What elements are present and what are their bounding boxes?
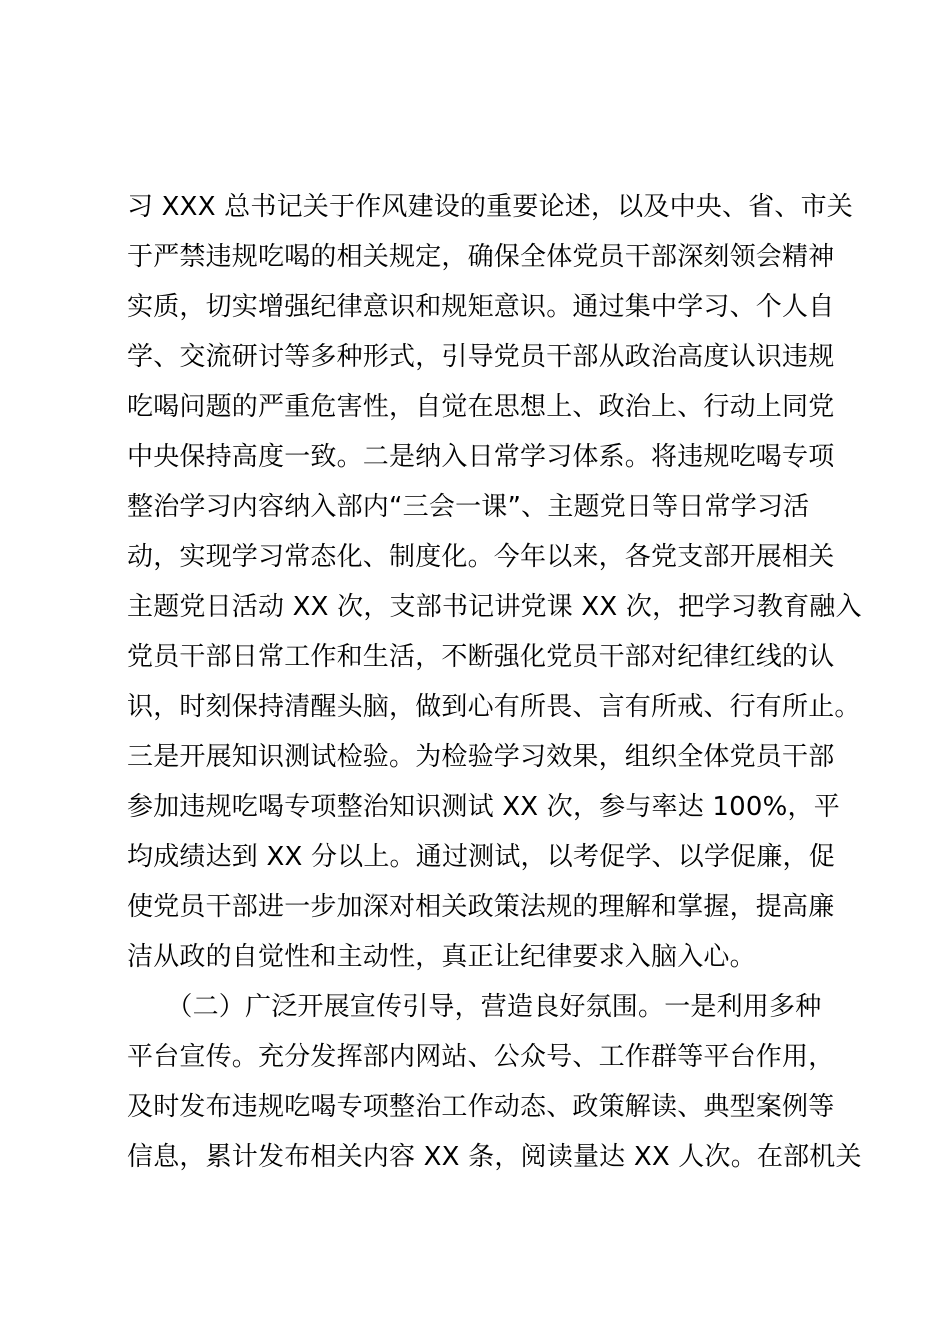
text-line: 平台宣传。充分发挥部内网站、公众号、工作群等平台作用， — [127, 1042, 835, 1072]
text-line: 动，实现学习常态化、制度化。今年以来，各党支部开展相关 — [127, 542, 835, 572]
text-line: 中央保持高度一致。二是纳入日常学习体系。将违规吃喝专项 — [127, 442, 835, 472]
text-line: 使党员干部进一步加深对相关政策法规的理解和掌握，提高廉 — [127, 892, 835, 922]
text-line: 主题党日活动 XX 次，支部书记讲党课 XX 次，把学习教育融入 — [127, 592, 862, 622]
text-line: 于严禁违规吃喝的相关规定，确保全体党员干部深刻领会精神 — [127, 242, 835, 272]
text-line: 吃喝问题的严重危害性，自觉在思想上、政治上、行动上同党 — [127, 392, 835, 422]
text-line: 及时发布违规吃喝专项整治工作动态、政策解读、典型案例等 — [127, 1092, 835, 1122]
text-line: 习 XXX 总书记关于作风建设的重要论述，以及中央、省、市关 — [127, 192, 853, 222]
body-text — [127, 182, 867, 1182]
text-line: 参加违规吃喝专项整治知识测试 XX 次，参与率达 100%，平 — [127, 792, 840, 822]
text-line: 党员干部日常工作和生活，不断强化党员干部对纪律红线的认 — [127, 642, 835, 672]
text-line: 洁从政的自觉性和主动性，真正让纪律要求入脑入心。 — [127, 942, 756, 972]
text-line: 实质，切实增强纪律意识和规矩意识。通过集中学习、个人自 — [127, 292, 835, 322]
text-line: 整治学习内容纳入部内“三会一课”、主题党日等日常学习活 — [127, 492, 810, 522]
text-line: （二）广泛开展宣传引导，营造良好氛围。一是利用多种 — [127, 992, 822, 1022]
text-line: 三是开展知识测试检验。为检验学习效果，组织全体党员干部 — [127, 742, 835, 772]
text-line: 学、交流研讨等多种形式，引导党员干部从政治高度认识违规 — [127, 342, 835, 372]
text-line: 识，时刻保持清醒头脑，做到心有所畏、言有所戒、行有所止。 — [127, 692, 861, 722]
text-line: 均成绩达到 XX 分以上。通过测试，以考促学、以学促廉，促 — [127, 842, 835, 872]
text-line: 信息，累计发布相关内容 XX 条，阅读量达 XX 人次。在部机关 — [127, 1142, 862, 1172]
